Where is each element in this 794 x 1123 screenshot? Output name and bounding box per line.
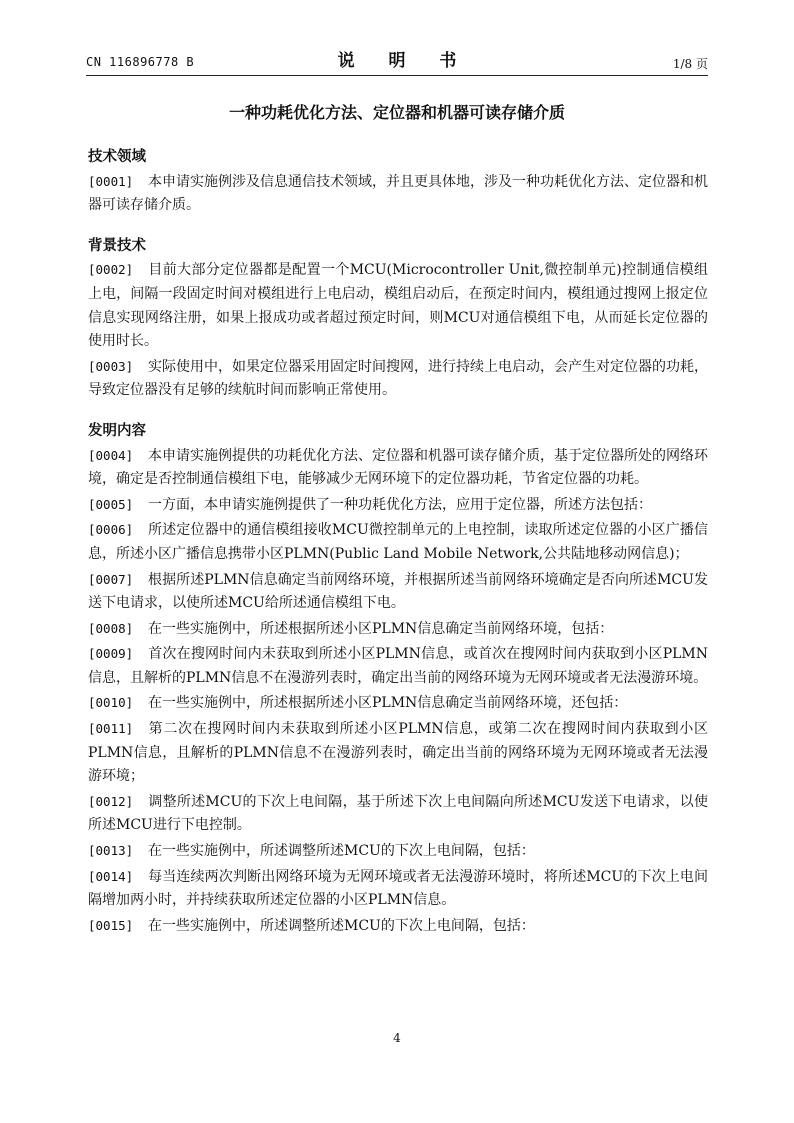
paragraph-number: [0005]	[88, 496, 134, 512]
paragraph-text: 在一些实施例中，所述根据所述小区PLMN信息确定当前网络环境，包括：	[148, 620, 614, 637]
paragraph	[88, 865, 708, 913]
paragraph-number: [0012]	[88, 793, 134, 809]
section-background	[88, 235, 708, 403]
paragraph-number: [0002]	[88, 262, 134, 278]
paragraph	[88, 568, 708, 616]
paragraph-text: 本申请实施例涉及信息通信技术领域，并且更具体地，涉及一种功耗优化方法、定位器和机器可读存储介质。	[88, 173, 708, 214]
paragraph	[88, 617, 708, 642]
document-body	[88, 146, 708, 955]
section-heading: 技术领域	[88, 149, 146, 165]
paragraph	[88, 170, 708, 218]
paragraph-number: [0015]	[88, 917, 134, 933]
paragraph-text: 实际使用中，如果定位器采用固定时间搜网，进行持续上电启动，会产生对定位器的功耗，导致定位器没有足够的续航时间而影响正常使用。	[88, 358, 708, 399]
paragraph-text: 本申请实施例提供的功耗优化方法、定位器和机器可读存储介质，基于定位器所处的网络环境，确定是否控制通信模组下电，能够减少无网环境下的定位器功耗，节省定位器的功耗。	[88, 447, 708, 488]
paragraph-text: 首次在搜网时间内未获取到所述小区PLMN信息，或首次在搜网时间内获取到小区PLMN信息，且解析的PLMN信息不在漫游列表时，确定出当前的网络环境为无网环境或者无法漫游环境。	[88, 646, 708, 686]
header-divider	[86, 75, 708, 76]
paragraph-text: 目前大部分定位器都是配置一个MCU(Microcontroller Unit,微控制单元)控制通信模组上电，间隔一段固定时间对模组进行上电启动，模组启动后，在预定时间内，模组通过搜网上报定位信息实现网络注册，如果上报成功或者超过预定时间，则MCU对通信模组下电，从而延长定位器的使用时长。	[88, 262, 708, 350]
paragraph	[88, 717, 708, 789]
paragraph	[88, 642, 708, 690]
section-heading: 发明内容	[88, 422, 146, 439]
paragraph	[88, 444, 708, 492]
paragraph-text: 在一些实施例中，所述根据所述小区PLMN信息确定当前网络环境，还包括：	[148, 695, 628, 712]
paragraph	[88, 258, 708, 353]
section-technical-field	[88, 146, 708, 218]
paragraph-number: [0007]	[88, 571, 134, 587]
paragraph-text: 调整所述MCU的下次上电间隔，基于所述下次上电间隔向所述MCU发送下电请求，以使所述MCU进行下电控制。	[88, 793, 708, 834]
paragraph-text: 所述定位器中的通信模组接收MCU微控制单元的上电控制，读取所述定位器的小区广播信息，所述小区广播信息携带小区PLMN(Public Land Mobile Network,公共陆地移动网信息)；	[88, 522, 708, 562]
header-title: 说 明 书	[337, 51, 471, 71]
section-heading: 背景技术	[88, 237, 146, 254]
paragraph-text: 在一些实施例中，所述调整所述MCU的下次上电间隔，包括：	[148, 843, 535, 860]
paragraph-number: [0010]	[88, 695, 134, 711]
paragraph	[88, 839, 708, 864]
paragraph-text: 一方面，本申请实施例提供了一种功耗优化方法，应用于定位器，所述方法包括：	[148, 496, 652, 513]
patent-number: CN 116896778 B	[86, 55, 195, 69]
paragraph-text: 第二次在搜网时间内未获取到所述小区PLMN信息，或第二次在搜网时间内获取到小区PLMN信息，且解析的PLMN信息不在漫游列表时，确定出当前的网络环境为无网环境或者无法漫游环境；	[88, 721, 708, 785]
paragraph-text: 每当连续两次判断出网络环境为无网环境或者无法漫游环境时，将所述MCU的下次上电间隔增加两小时，并持续获取所述定位器的小区PLMN信息。	[88, 868, 708, 909]
paragraph-number: [0006]	[88, 522, 134, 538]
paragraph	[88, 518, 708, 566]
paragraph-number: [0004]	[88, 447, 134, 463]
paragraph-text: 在一些实施例中，所述调整所述MCU的下次上电间隔，包括：	[148, 917, 535, 934]
paragraph	[88, 790, 708, 838]
paragraph-number: [0013]	[88, 843, 134, 859]
paragraph-text: 根据所述PLMN信息确定当前网络环境，并根据所述当前网络环境确定是否向所述MCU发送下电请求，以使所述MCU给所述通信模组下电。	[88, 571, 708, 612]
paragraph	[88, 355, 708, 403]
paragraph	[88, 914, 708, 939]
paragraph-number: [0001]	[88, 173, 134, 189]
paragraph	[88, 691, 708, 716]
paragraph-number: [0003]	[88, 358, 134, 374]
paragraph-number: [0011]	[88, 721, 134, 737]
section-summary	[88, 420, 708, 938]
paragraph	[88, 493, 708, 518]
paragraph-number: [0009]	[88, 646, 134, 662]
page-header	[86, 44, 708, 74]
page-number: 4	[393, 1031, 401, 1045]
paragraph-number: [0014]	[88, 868, 134, 884]
paragraph-number: [0008]	[88, 620, 134, 636]
page-count: 1/8 页	[672, 57, 708, 71]
document-title: 一种功耗优化方法、定位器和机器可读存储介质	[228, 103, 565, 122]
